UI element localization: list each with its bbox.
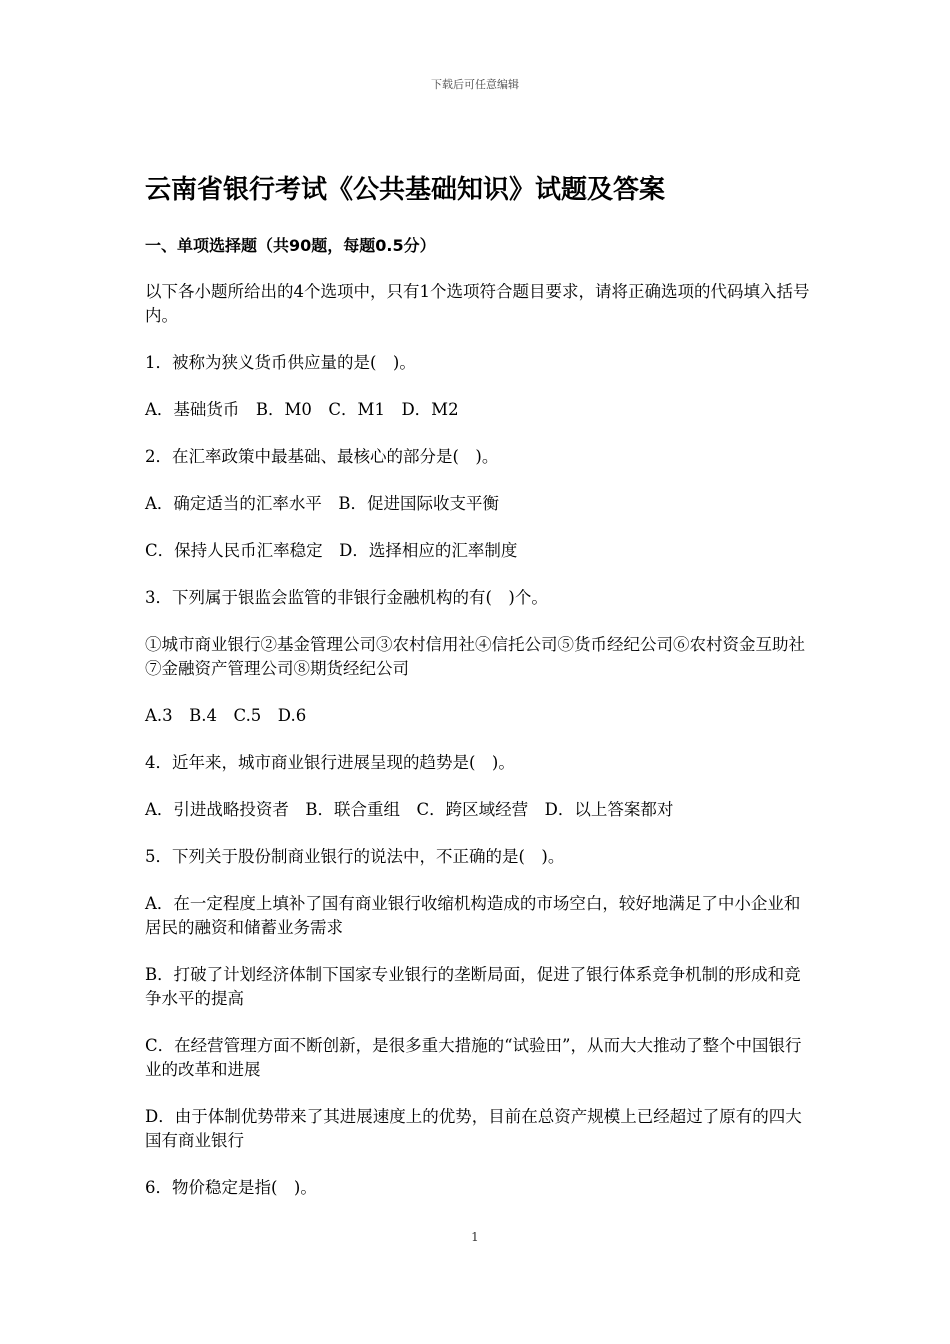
instructions-paragraph: 以下各小题所给出的4个选项中，只有1个选项符合题目要求，请将正确选项的代码填入括号内。 [145, 282, 810, 325]
question-6: 6．物价稳定是指( )。 [145, 1178, 317, 1197]
question-4: 4．近年来，城市商业银行进展呈现的趋势是( )。 [145, 753, 515, 772]
document-body [145, 170, 810, 1223]
document-title: 云南省银行考试《公共基础知识》试题及答案 [145, 175, 666, 205]
question-3-options: A.3 B.4 C.5 D.6 [145, 706, 307, 725]
question-5-option-d: D．由于体制优势带来了其进展速度上的优势，目前在总资产规模上已经超过了原有的四大国有商业银行 [145, 1107, 802, 1150]
question-2: 2．在汇率政策中最基础、最核心的部分是( )。 [145, 447, 499, 466]
question-3: 3．下列属于银监会监管的非银行金融机构的有( )个。 [145, 588, 548, 607]
question-4-options: A．引进战略投资者 B．联合重组 C．跨区域经营 D．以上答案都对 [145, 800, 674, 819]
question-2-options-ab: A．确定适当的汇率水平 B．促进国际收支平衡 [145, 494, 500, 513]
page-header-note: 下载后可任意编辑 [431, 78, 519, 91]
question-1: 1．被称为狭义货币供应量的是( )。 [145, 353, 416, 372]
question-5-option-a: A．在一定程度上填补了国有商业银行收缩机构造成的市场空白，较好地满足了中小企业和居民的融资和储蓄业务需求 [145, 894, 801, 937]
section-heading: 一、单项选择题（共90题，每题0.5分） [145, 236, 436, 255]
question-5: 5．下列关于股份制商业银行的说法中，不正确的是( )。 [145, 847, 565, 866]
question-1-options: A．基础货币 B．M0 C．M1 D．M2 [145, 400, 459, 419]
question-5-option-c: C．在经营管理方面不断创新，是很多重大措施的“试验田”，从而大大推动了整个中国银行业的改革和进展 [145, 1036, 802, 1079]
question-5-option-b: B．打破了计划经济体制下国家专业银行的垄断局面，促进了银行体系竞争机制的形成和竞争水平的提高 [145, 965, 801, 1008]
question-3-list: ①城市商业银行②基金管理公司③农村信用社④信托公司⑤货币经纪公司⑥农村资金互助社⑦金融资产管理公司⑧期货经纪公司 [145, 635, 805, 678]
page-number: 1 [471, 1230, 479, 1244]
question-2-options-cd: C．保持人民币汇率稳定 D．选择相应的汇率制度 [145, 541, 518, 560]
